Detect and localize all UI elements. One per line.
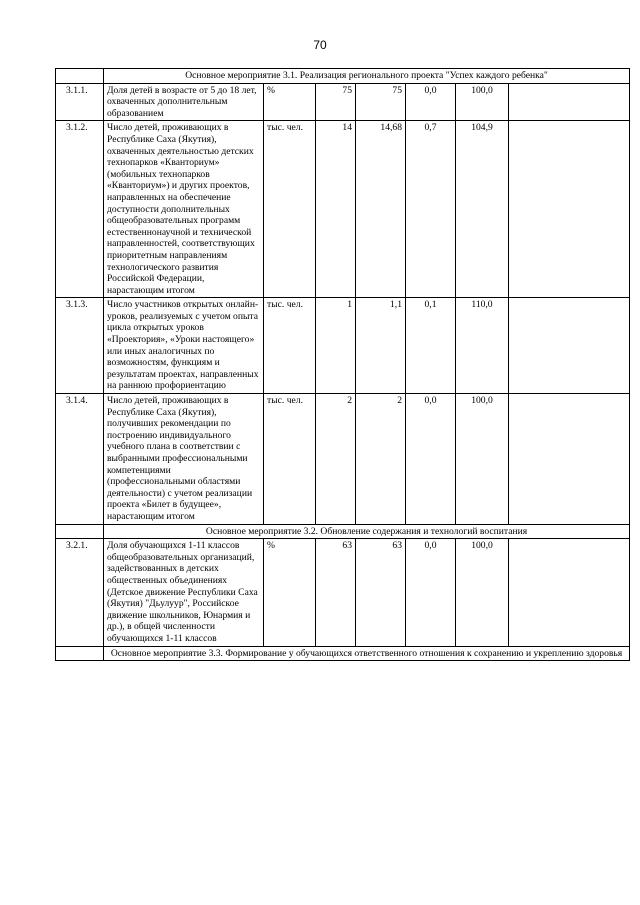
indicator-number: 3.1.2. xyxy=(56,121,104,298)
section-title: Основное мероприятие 3.3. Формирование у обучающихся ответственного отношения к сохранению и укреплению здоровья xyxy=(104,646,630,661)
indicator-percent: 100,0 xyxy=(456,539,509,646)
indicator-percent: 100,0 xyxy=(456,394,509,525)
indicator-fact: 2 xyxy=(356,394,406,525)
indicator-fact: 1,1 xyxy=(356,298,406,394)
indicator-comment xyxy=(509,394,630,525)
table-row xyxy=(56,539,630,646)
indicator-deviation: 0,0 xyxy=(406,539,456,646)
indicator-comment xyxy=(509,121,630,298)
indicator-comment xyxy=(509,298,630,394)
page-number: 70 xyxy=(313,38,327,52)
section-num-cell xyxy=(56,69,104,84)
indicator-name: Число детей, проживающих в Республике Саха (Якутия), охваченных деятельностью детских технопарков «Кванториум» (мобильных технопарков «Кванториум») и других проектов, направленных на обеспечение доступности дополнительных общеобразовательных программ естественнонаучной и технической направленностей, соответствующих приоритетным направлениям технологического развития Российской Федерации, нарастающим итогом xyxy=(104,121,264,298)
indicators-table xyxy=(55,68,630,661)
indicator-fact: 75 xyxy=(356,83,406,121)
indicator-name: Доля обучающихся 1-11 классов общеобразовательных организаций, задействованных в детских общественных объединениях (Детское движение Республики Саха (Якутия) "Дьулуур", Российское движение школьников, Юнармия и др.), в общей численности обучающихся 1-11 классов xyxy=(104,539,264,646)
indicator-unit: % xyxy=(264,83,316,121)
table-row xyxy=(56,394,630,525)
indicator-plan: 14 xyxy=(316,121,356,298)
indicator-unit: тыс. чел. xyxy=(264,121,316,298)
indicator-deviation: 0,7 xyxy=(406,121,456,298)
section-num-cell xyxy=(56,646,104,661)
section-num-cell xyxy=(56,524,104,539)
indicator-number: 3.1.4. xyxy=(56,394,104,525)
section-title: Основное мероприятие 3.2. Обновление содержания и технологий воспитания xyxy=(104,524,630,539)
indicator-deviation: 0,0 xyxy=(406,83,456,121)
indicator-plan: 63 xyxy=(316,539,356,646)
indicator-plan: 2 xyxy=(316,394,356,525)
indicator-name: Число детей, проживающих в Республике Саха (Якутия), получивших рекомендации по построению индивидуального учебного плана в соответствии с выбранными профессиональными компетенциями (профессиональными областями деятельности) с учетом реализации проекта «Билет в будущее», нарастающим итогом xyxy=(104,394,264,525)
indicator-percent: 100,0 xyxy=(456,83,509,121)
indicator-plan: 1 xyxy=(316,298,356,394)
indicator-name: Число участников открытых онлайн-уроков, реализуемых с учетом опыта цикла открытых уроков «Проектория», «Уроки настоящего» или иных аналогичных по возможностям, функциям и результатам проектах, направленных на раннюю профориентацию xyxy=(104,298,264,394)
section-row xyxy=(56,69,630,84)
indicator-percent: 104,9 xyxy=(456,121,509,298)
indicator-number: 3.2.1. xyxy=(56,539,104,646)
indicator-fact: 63 xyxy=(356,539,406,646)
indicator-number: 3.1.1. xyxy=(56,83,104,121)
table-row xyxy=(56,298,630,394)
indicator-name: Доля детей в возрасте от 5 до 18 лет, охваченных дополнительным образованием xyxy=(104,83,264,121)
indicator-deviation: 0,1 xyxy=(406,298,456,394)
table-row xyxy=(56,83,630,121)
indicator-unit: тыс. чел. xyxy=(264,394,316,525)
indicator-comment xyxy=(509,83,630,121)
indicator-deviation: 0,0 xyxy=(406,394,456,525)
section-row xyxy=(56,646,630,661)
indicator-unit: % xyxy=(264,539,316,646)
indicator-plan: 75 xyxy=(316,83,356,121)
indicator-number: 3.1.3. xyxy=(56,298,104,394)
table-row xyxy=(56,121,630,298)
section-row xyxy=(56,524,630,539)
indicator-unit: тыс. чел. xyxy=(264,298,316,394)
indicator-fact: 14,68 xyxy=(356,121,406,298)
indicator-comment xyxy=(509,539,630,646)
section-title: Основное мероприятие 3.1. Реализация регионального проекта "Успех каждого ребенка" xyxy=(104,69,630,84)
table-body xyxy=(56,69,630,661)
indicator-percent: 110,0 xyxy=(456,298,509,394)
